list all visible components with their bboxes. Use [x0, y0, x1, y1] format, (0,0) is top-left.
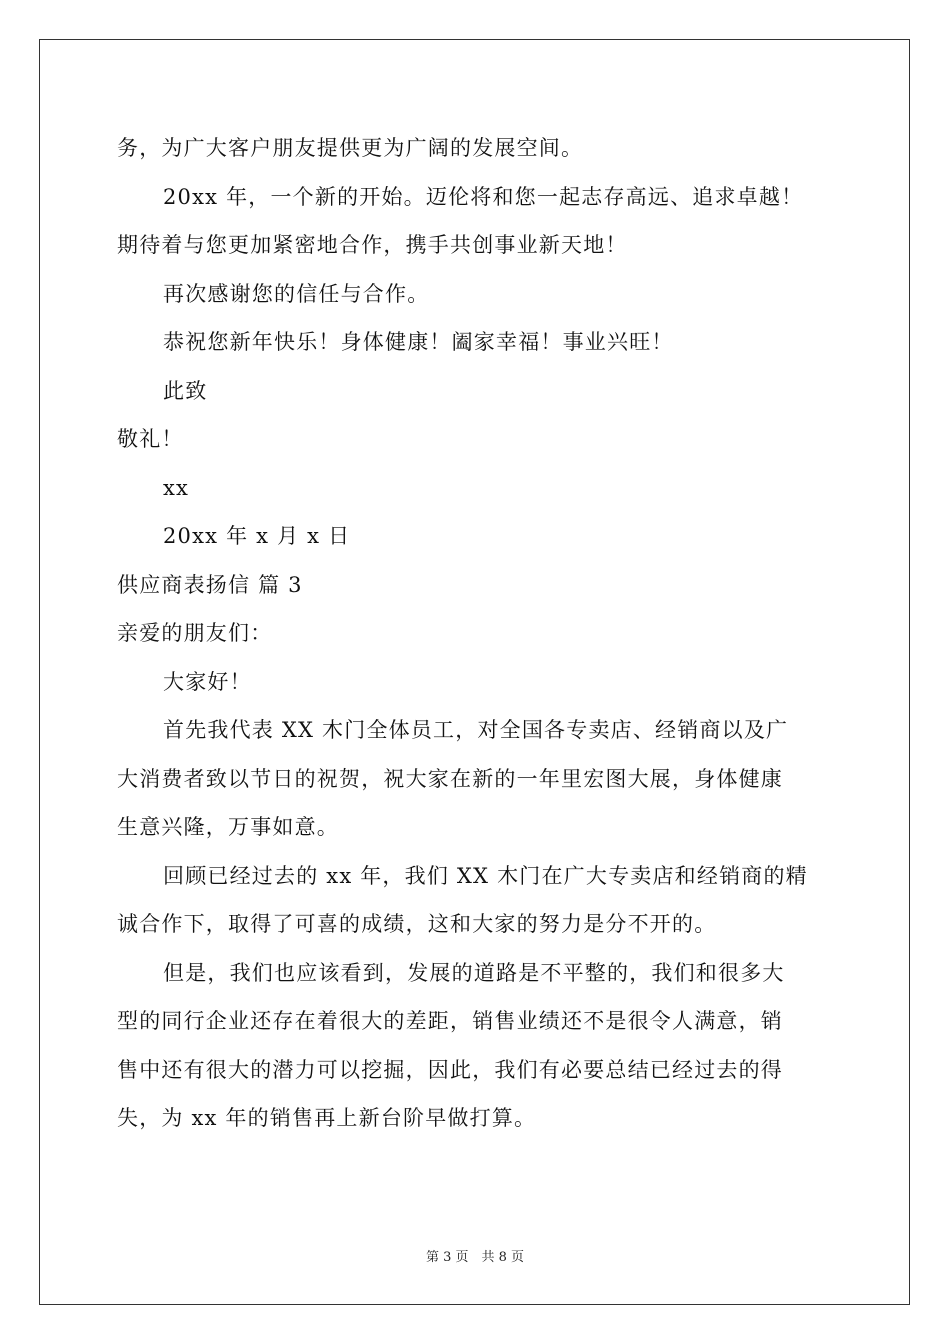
text-line: 大家好！ — [163, 669, 252, 694]
text-line: 失，为 xx 年的销售再上新台阶早做打算。 — [117, 1106, 537, 1130]
text-line: 期待着与您更加紧密地合作，携手共创事业新天地！ — [117, 233, 628, 257]
greeting: 亲爱的朋友们： — [117, 621, 273, 645]
salutation-closing: 敬礼！ — [117, 427, 184, 451]
text-line: 诚合作下，取得了可喜的成绩，这和大家的努力是分不开的。 — [117, 912, 717, 936]
date-line: 20xx 年 x 月 x 日 — [163, 524, 351, 548]
signature: xx — [163, 475, 190, 500]
text-line: 回顾已经过去的 xx 年，我们 XX 木门在广大专卖店和经销商的精 — [163, 863, 808, 888]
text-line: 恭祝您新年快乐！身体健康！阖家幸福！事业兴旺！ — [163, 330, 674, 354]
document-body — [117, 124, 837, 1143]
text-line: 大消费者致以节日的祝贺，祝大家在新的一年里宏图大展，身体健康 — [117, 766, 783, 791]
text-line: 务，为广大客户朋友提供更为广阔的发展空间。 — [117, 136, 584, 160]
text-line: 生意兴隆，万事如意。 — [117, 815, 339, 839]
text-line: 再次感谢您的信任与合作。 — [163, 281, 430, 306]
closing-phrase: 此致 — [163, 378, 208, 403]
text-line: 型的同行企业还存在着很大的差距，销售业绩还不是很令人满意，销 — [117, 1009, 783, 1033]
text-line: 20xx 年，一个新的开始。迈伦将和您一起志存高远、追求卓越！ — [163, 184, 804, 209]
section-heading: 供应商表扬信 篇 3 — [117, 572, 303, 597]
text-line: 首先我代表 XX 木门全体员工，对全国各专卖店、经销商以及广 — [163, 718, 789, 742]
text-line: 售中还有很大的潜力可以挖掘，因此，我们有必要总结已经过去的得 — [117, 1057, 783, 1082]
text-line: 但是，我们也应该看到，发展的道路是不平整的，我们和很多大 — [163, 960, 785, 985]
page-number: 第 3 页 共 8 页 — [425, 1250, 525, 1265]
